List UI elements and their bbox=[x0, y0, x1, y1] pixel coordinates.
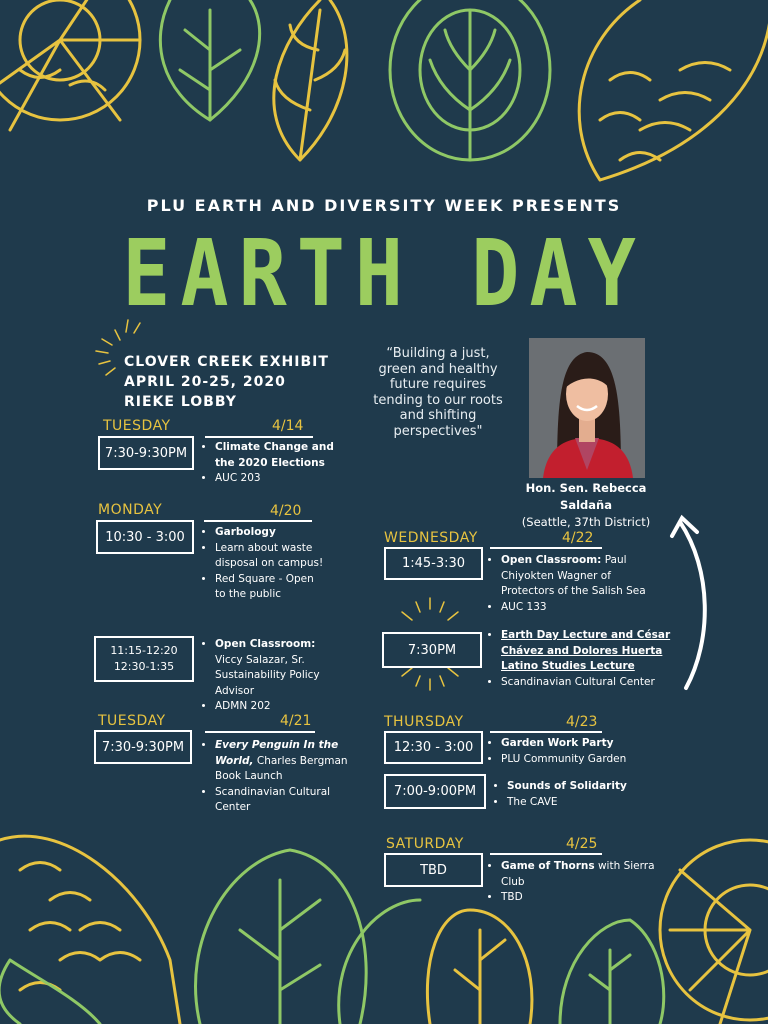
event-location: • AUC 133 bbox=[501, 600, 660, 616]
leaf-illustration-bottom-left bbox=[0, 960, 100, 1024]
event-location: • Red Square - Open to the public bbox=[215, 572, 324, 603]
event-title: Open Classroom: bbox=[501, 554, 602, 566]
time-box: 7:30PM bbox=[382, 632, 482, 668]
leaf-illustration-bottom-center bbox=[427, 910, 532, 1024]
date-label: 4/20 bbox=[270, 503, 302, 519]
speaker-district: (Seattle, 37th District) bbox=[521, 515, 651, 529]
speaker-name: Hon. Sen. Rebecca Saldaña bbox=[525, 481, 647, 512]
event-title: Garbology bbox=[215, 526, 276, 538]
page-title: EARTH DAY bbox=[122, 220, 646, 327]
exhibit-info bbox=[124, 352, 329, 412]
time-box: 10:30 - 3:00 bbox=[96, 520, 194, 554]
event-location: • AUC 203 bbox=[215, 471, 339, 487]
flower-illustration-top-left bbox=[0, 0, 140, 130]
date-label: 4/14 bbox=[272, 418, 304, 434]
time-box: 1:45-3:30 bbox=[384, 547, 483, 580]
day-label: TUESDAY bbox=[98, 713, 166, 729]
event-description: • Learn about waste disposal on campus! bbox=[215, 541, 324, 572]
curved-arrow-icon bbox=[672, 518, 705, 688]
event-details bbox=[490, 553, 660, 615]
event-details bbox=[204, 440, 339, 487]
day-label: SATURDAY bbox=[386, 836, 464, 852]
leaf-illustration-top-green bbox=[160, 0, 259, 120]
event-description: Paul Chiyokten Wagner of Protectors of the Salish Sea bbox=[501, 554, 646, 597]
date-underline bbox=[205, 731, 315, 733]
date-label: 4/25 bbox=[566, 836, 598, 852]
time-slot-1: 11:15-12:20 bbox=[110, 644, 178, 657]
event-details bbox=[204, 525, 324, 603]
date-underline bbox=[490, 731, 602, 733]
event-location: • PLU Community Garden bbox=[501, 752, 660, 768]
event-details bbox=[490, 736, 660, 767]
speaker-caption bbox=[500, 480, 672, 531]
pinecone-illustration-top-right bbox=[579, 0, 768, 180]
event-location: • TBD bbox=[501, 890, 660, 906]
event-title: Game of Thorns bbox=[501, 860, 595, 872]
event-details bbox=[490, 628, 675, 690]
tree-illustration-top-right bbox=[390, 0, 550, 160]
presents-heading: PLU EARTH AND DIVERSITY WEEK PRESENTS bbox=[146, 196, 622, 215]
day-label: THURSDAY bbox=[384, 714, 464, 730]
event-title: Climate Change and the 2020 Elections bbox=[215, 441, 334, 469]
event-title[interactable]: Earth Day Lecture and César Chávez and Dolores Huerta Latino Studies Lecture bbox=[501, 629, 671, 672]
event-location: • ADMN 202 bbox=[215, 699, 334, 715]
date-underline bbox=[204, 520, 312, 522]
event-title: Open Classroom: bbox=[215, 638, 316, 650]
event-description: with Sierra Club bbox=[501, 860, 655, 888]
time-box bbox=[94, 636, 194, 682]
exhibit-dates: APRIL 20-25, 2020 bbox=[124, 374, 286, 390]
event-title: Sounds of Solidarity bbox=[507, 780, 627, 792]
time-box: 12:30 - 3:00 bbox=[384, 731, 483, 764]
time-box: TBD bbox=[384, 853, 483, 887]
date-underline bbox=[490, 853, 602, 855]
event-title: Every Penguin In the World, bbox=[215, 739, 339, 767]
event-location: • The CAVE bbox=[507, 795, 666, 811]
date-label: 4/21 bbox=[280, 713, 312, 729]
date-label: 4/23 bbox=[566, 714, 598, 730]
event-details bbox=[496, 779, 666, 810]
quote-text: “Building a just, green and healthy future requires tending to our roots and shifting perspectives" bbox=[373, 346, 503, 439]
event-location: • Scandinavian Cultural Center bbox=[215, 785, 350, 816]
time-box: 7:00-9:00PM bbox=[384, 774, 486, 809]
speaker-photo bbox=[529, 338, 645, 478]
date-underline bbox=[490, 547, 602, 549]
pinecone-illustration-bottom-left bbox=[0, 836, 180, 1024]
time-box: 7:30-9:30PM bbox=[94, 730, 192, 764]
event-description: Charles Bergman Book Launch bbox=[215, 754, 348, 782]
exhibit-location: RIEKE LOBBY bbox=[124, 394, 237, 410]
event-details bbox=[204, 637, 334, 715]
event-description: Viccy Salazar, Sr. Sustainability Policy Advisor bbox=[215, 653, 320, 697]
leaf-illustration-bottom-right-green bbox=[560, 920, 664, 1024]
event-location: • Scandinavian Cultural Center bbox=[501, 675, 675, 691]
event-title: Garden Work Party bbox=[501, 737, 614, 749]
event-details bbox=[204, 738, 350, 816]
day-label: TUESDAY bbox=[103, 418, 171, 434]
event-details bbox=[490, 859, 660, 906]
flower-illustration-bottom-right bbox=[660, 840, 768, 1024]
time-slot-2: 12:30-1:35 bbox=[113, 660, 175, 673]
time-box: 7:30-9:30PM bbox=[98, 436, 194, 470]
exhibit-name: CLOVER CREEK EXHIBIT bbox=[124, 354, 329, 370]
day-label: WEDNESDAY bbox=[384, 530, 478, 546]
leaf-illustration-top-center bbox=[274, 0, 347, 160]
date-label: 4/22 bbox=[562, 530, 594, 546]
day-label: MONDAY bbox=[98, 502, 163, 518]
date-underline bbox=[205, 436, 313, 438]
